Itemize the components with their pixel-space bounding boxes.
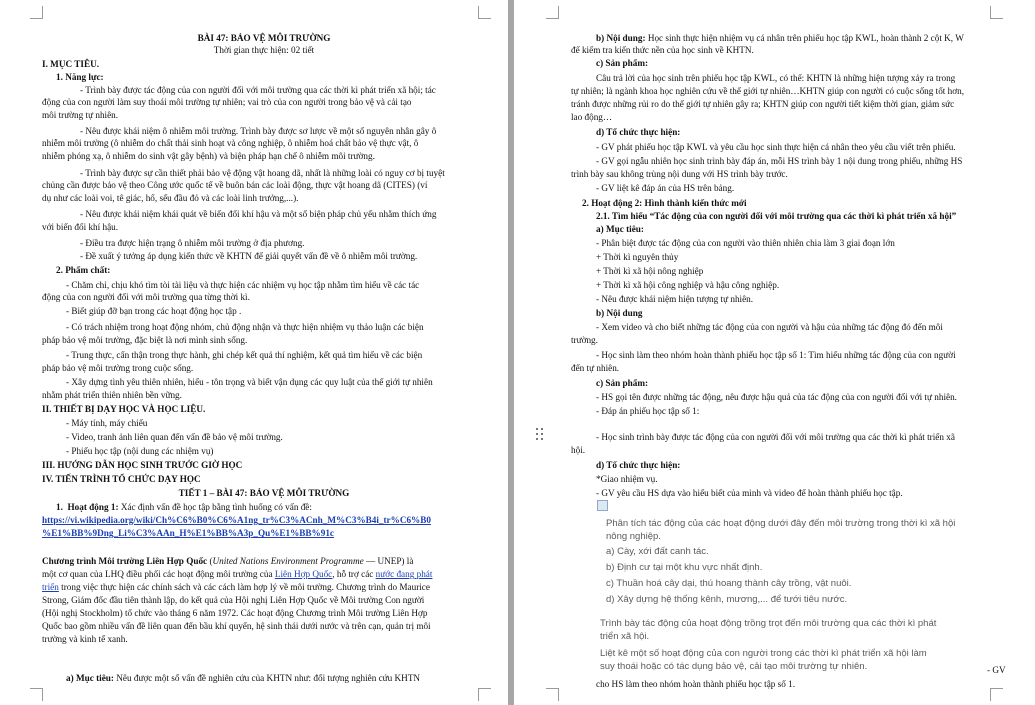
text-line: - Trung thực, cẩn thận trong thực hành, ghi chép kết quả thí nghiệm, kết quả tìm hiểu về các biện <box>66 350 423 360</box>
text-line: - Nêu được khái niệm khái quát về biến đổi khí hậu và một số biện pháp chủ yếu nhằm thích ứng <box>80 209 437 219</box>
link-developing-countries-cont[interactable]: triển <box>42 582 59 592</box>
text-line: - Biết giúp đỡ bạn trong các hoạt động học tập . <box>66 306 242 316</box>
heading-guidance: III. HƯỚNG DẪN HỌC SINH TRƯỚC GIỜ HỌC <box>42 460 243 470</box>
margin-mark-bottom-left <box>546 688 559 701</box>
heading-content: b) Nội dung <box>596 308 643 318</box>
document-page-left[interactable] <box>0 0 508 705</box>
content-line: hội. <box>571 445 586 455</box>
unep-paragraph-line-3: triển trong việc thực hiện các chính sách và các cách làm hợp lý về môi trường. Chương trình do Maurice <box>42 582 430 592</box>
unep-paragraph-line: Strong, Giám đốc đầu tiên thành lập, do kết quả của Hội nghị Liên Hợp Quốc về Môi trường Con người <box>42 595 425 605</box>
content-line: - GV <box>987 665 1006 675</box>
text-line: - Trình bày được tác động của con người đối với môi trường qua các thời kì phát triển xã hội; tác <box>80 85 436 95</box>
wiki-link-line-2[interactable]: %E1%BB%9Dng_Li%C3%AAn_H%E1%BB%A3p_Qu%E1%BB%91c <box>42 528 335 538</box>
section-2-1-heading: 2.1. Tìm hiểu “Tác động của con người đối với môi trường qua các thời kì phát triển xã hội” <box>596 211 957 221</box>
margin-mark-bottom-left <box>30 688 43 701</box>
image-text-line: triển xã hội. <box>600 631 650 642</box>
image-anchor-icon[interactable] <box>597 500 608 511</box>
heading-equipment: II. THIẾT BỊ DẠY HỌC VÀ HỌC LIỆU. <box>42 404 206 414</box>
text-line: - Nêu được khái niệm ô nhiễm môi trường. Trình bày được sơ lược về một số nguyên nhân gây ô <box>80 126 437 136</box>
unep-paragraph-line-1: Chương trình Môi trường Liên Hợp Quốc (United Nations Environment Programme — UNEP) là <box>42 556 414 566</box>
margin-mark-bottom-right <box>478 688 491 701</box>
content-line: - GV phát phiếu học tập KWL và yêu cầu học sinh thực hiện cá nhân theo yêu cầu viết trên phiếu. <box>596 142 956 152</box>
text-line: - Máy tính, máy chiếu <box>66 418 148 428</box>
text-line: - Video, tranh ảnh liên quan đến vấn đề bảo vệ môi trường. <box>66 432 283 442</box>
content-line: - Xem video và cho biết những tác động của con người và hậu của những tác động đó đến môi <box>596 322 943 332</box>
activity-1-heading: 1. Hoạt động 1: Xác định vấn đề học tập bằng tình huống có vấn đề: <box>56 502 312 512</box>
content-line: trường. <box>571 335 598 345</box>
text-line: pháp bảo vệ môi trường trong cuộc sống. <box>42 363 194 373</box>
link-lien-hop-quoc[interactable]: Liên Hợp Quốc <box>274 569 333 579</box>
content-line: đến tự nhiên. <box>571 363 620 373</box>
content-line: trình bày sau không trùng nội dung với HS trình bày trước. <box>571 169 788 179</box>
unep-paragraph-line: Quốc bao gồm nhiều vấn đề liên quan đến bầu khí quyển, hệ sinh thái dưới nước và trên cạn, quản trị môi <box>42 621 431 631</box>
text-line: - Có trách nhiệm trong hoạt động nhóm, chủ động nhận và thực hiện nhiệm vụ thảo luận các biện <box>66 322 424 332</box>
content-line: - GV gọi ngẫu nhiên học sinh trình bày đáp án, mỗi HS trình bày 1 nội dung trong phiếu, những HS <box>596 156 963 166</box>
image-text-line: Liệt kê một số hoạt động của con người trong các thời kì phát triển xã hội làm <box>600 648 927 659</box>
text-line: - Xây dựng tình yêu thiên nhiên, hiểu - tôn trọng và biết vận dụng các quy luật của thế giới tự nhiên <box>66 377 433 387</box>
content-line: *Giao nhiệm vụ. <box>596 474 658 484</box>
heading-product: c) Sản phẩm: <box>596 378 649 388</box>
text-line: - Điều tra được hiện trạng ô nhiễm môi trường ở địa phương. <box>80 238 305 248</box>
link-developing-countries[interactable]: nước đang phát <box>375 569 433 579</box>
content-line: + Thời kì xã hội nông nghiệp <box>596 266 704 276</box>
lesson-duration: Thời gian thực hiện: 02 tiết <box>213 45 315 55</box>
heading-organization: d) Tổ chức thực hiện: <box>596 127 681 137</box>
image-text-line: b) Định cư tại một khu vực nhất định. <box>606 562 763 573</box>
margin-mark-top-left <box>546 6 559 19</box>
heading-qualities: 2. Phẩm chất: <box>56 265 111 275</box>
text-line: động của con người làm suy thoái môi trường tự nhiên; vai trò của con người trong bảo vệ và cải tạo <box>42 97 412 107</box>
text-line: chủng cần được bảo vệ theo Công ước quốc tế về buôn bán các loài động, thực vật hoang dã (CITES) (ví <box>42 180 428 190</box>
activity-2-heading: 2. Hoạt động 2: Hình thành kiến thức mới <box>582 198 747 208</box>
content-line: tự nhiên; là ngành khoa học nghiên cứu về thế giới tự nhiên…KHTN giúp con người có cuộc sống tốt hơn, <box>571 86 964 96</box>
content-line: - GV yêu cầu HS dựa vào hiểu biết của mình và video để hoàn thành phiếu học tập. <box>596 488 903 498</box>
unep-paragraph-line-2: một cơ quan của LHQ điều phối các hoạt động môi trường của Liên Hợp Quốc, hỗ trợ các nước đang phát <box>42 569 433 579</box>
content-line: Câu trả lời của học sinh trên phiếu học tập KWL, có thể: KHTN là những hiện tượng xảy ra trong <box>596 73 956 83</box>
content-line: cho HS làm theo nhóm hoàn thành phiếu học tập số 1. <box>596 679 796 689</box>
content-line: tránh được những rủi ro do thế giới tự nhiên gây ra; KHTN giúp con người tiết kiệm thời gian, giảm sức <box>571 99 955 109</box>
lesson-title: BÀI 47: BẢO VỆ MÔI TRƯỜNG <box>197 33 331 43</box>
heading-competency: 1. Năng lực: <box>56 72 104 82</box>
content-line: - HS gọi tên được những tác động, nêu được hậu quả của tác động của con người đối với tự nhiên. <box>596 392 957 402</box>
image-text-line: Trình bày tác động của hoạt động trồng trọt đến môi trường qua các thời kì phát <box>600 618 937 629</box>
heading-organization: d) Tổ chức thực hiện: <box>596 460 681 470</box>
unep-paragraph-line: trường và kinh tế xanh. <box>42 634 128 644</box>
text-line: môi trường tự nhiên. <box>42 110 119 120</box>
content-line: + Thời kì nguyên thủy <box>596 252 679 262</box>
image-text-line: Phân tích tác động của các hoạt động dưới đây đến môi trường trong thời kì xã hội <box>606 518 956 529</box>
heading-objectives: I. MỤC TIÊU. <box>42 59 100 69</box>
lesson-period-title: TIẾT 1 – BÀI 47: BẢO VỆ MÔI TRƯỜNG <box>178 488 350 498</box>
text-line: nhiễm môi trường (ô nhiễm do chất thải sinh hoạt và công nghiệp, ô nhiễm hoá chất bảo vệ thực vật, ô <box>42 138 419 148</box>
content-line: - Đáp án phiếu học tập số 1: <box>596 406 700 416</box>
table-move-handle-icon[interactable] <box>536 428 548 442</box>
heading-objective: a) Mục tiêu: <box>596 224 644 234</box>
image-text-line: suy thoái hoặc có tác dụng bảo vệ, cải tạo môi trường tự nhiên. <box>600 661 868 672</box>
text-line: pháp bảo vệ môi trường, đặc biệt là nơi mình sinh sống. <box>42 335 248 345</box>
text-line: - Phiếu học tập (nội dung các nhiệm vụ) <box>66 446 214 456</box>
text-line: - Trình bày được sự cần thiết phải bảo vệ động vật hoang dã, nhất là những loài có nguy cơ bị tuyệt <box>80 168 445 178</box>
activity-1-aim: a) Mục tiêu: Nêu được một số vấn đề nghiên cứu của KHTN như: đối tượng nghiên cứu KHTN <box>66 673 421 683</box>
heading-process: IV. TIẾN TRÌNH TỔ CHỨC DẠY HỌC <box>42 474 201 484</box>
text-line: nhiễm phóng xạ, ô nhiễm do sinh vật gây bệnh) và biện pháp hạn chế ô nhiễm môi trường. <box>42 151 375 161</box>
embedded-worksheet-image[interactable] <box>596 512 984 690</box>
wiki-link-line-1[interactable]: https://vi.wikipedia.org/wiki/Ch%C6%B0%C6%A1ng_tr%C3%ACnh_M%C3%B4i_tr%C6%B0 <box>42 515 431 525</box>
text-line: với biến đổi khí hậu. <box>42 222 119 232</box>
image-text-line: d) Xây dựng hệ thống kênh, mương,... để tưới tiêu nước. <box>606 594 848 605</box>
image-text-line: a) Cày, xới đất canh tác. <box>606 546 709 557</box>
unep-paragraph-line: (Hội nghị Stockholm) tổ chức vào tháng 6 năm 1972. Các hoạt động Chương trình Môi trường Liên Hợp <box>42 608 428 618</box>
content-line: để kiểm tra kiến thức nền của học sinh về KHTN. <box>571 45 754 55</box>
content-line: - Học sinh làm theo nhóm hoàn thành phiếu học tập số 1: Tìm hiểu những tác động của con người <box>596 350 956 360</box>
text-line: động của con người đối với môi trường qua từng thời kì. <box>42 292 250 302</box>
text-line: - Chăm chỉ, chịu khó tìm tòi tài liệu và thực hiện các nhiệm vụ học tập nhằm tìm hiểu về các tác <box>66 280 420 290</box>
content-line: - Phân biệt được tác động của con người vào thiên nhiên chia làm 3 giai đoạn lớn <box>596 238 895 248</box>
text-line: - Đề xuất ý tưởng áp dụng kiến thức về KHTN để giải quyết vấn đề về ô nhiễm môi trường. <box>80 251 418 261</box>
image-text-line: c) Thuần hoá cây dại, thú hoang thành cây trồng, vật nuôi. <box>606 578 852 589</box>
margin-mark-bottom-right <box>990 688 1003 701</box>
content-line: - Học sinh trình bày được tác động của con người đối với môi trường qua các thời kì phát triển xã <box>596 432 955 442</box>
image-text-line: nông nghiệp. <box>606 531 661 542</box>
margin-mark-top-right <box>478 6 491 19</box>
text-line: nhằm phát triển thiên nhiên bền vững. <box>42 390 182 400</box>
margin-mark-top-right <box>990 6 1003 19</box>
text-line: dụ như các loài voi, tê giác, hổ, sếu đầu đỏ và các loài linh trưởng,...). <box>42 193 299 203</box>
content-line: lao động… <box>571 112 613 122</box>
content-line: + Thời kì xã hội công nghiệp và hậu công nghiệp. <box>596 280 780 290</box>
margin-mark-top-left <box>30 6 43 19</box>
heading-product: c) Sản phẩm: <box>596 58 649 68</box>
content-line: - GV liệt kê đáp án của HS trên bảng. <box>596 183 735 193</box>
content-line: b) Nội dung: Học sinh thực hiện nhiệm vụ cá nhân trên phiếu học tập KWL, hoàn thành 2 cột K, W <box>596 33 964 43</box>
content-line: - Nêu được khái niệm hiện tượng tự nhiên. <box>596 294 754 304</box>
